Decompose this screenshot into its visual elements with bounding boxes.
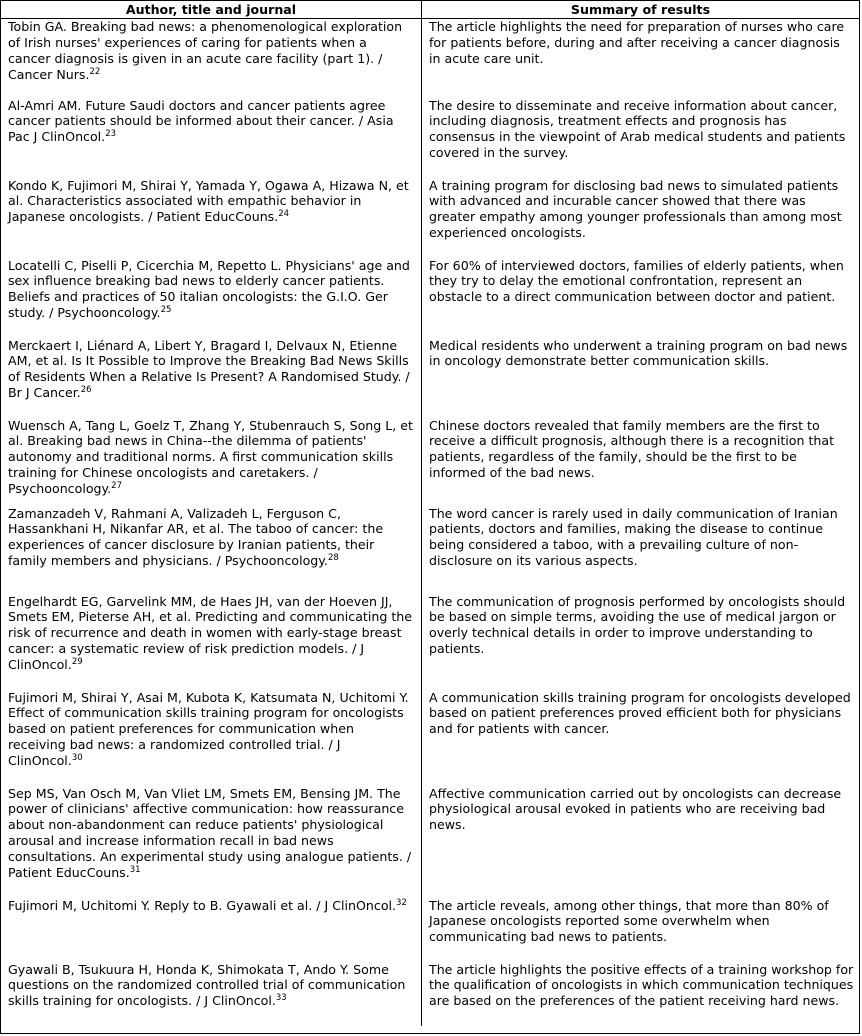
summary-cell: The communication of prognosis performed by oncologists should be based on simple terms, avoiding the use of medical jargon or overly technical details in order to improve understanding to patients. bbox=[429, 593, 846, 657]
citation-number: 32 bbox=[396, 897, 407, 908]
reference-text: Merckaert I, Liénard A, Libert Y, Bragard I, Delvaux N, Etienne AM, et al. Is It Possible to Improve the Breaking Bad News Skills of Residents When a Relative Is Present? A Randomised Study. / Br J Cancer. bbox=[8, 337, 410, 401]
table-row bbox=[1, 594, 859, 690]
reference-cell bbox=[1, 690, 422, 786]
reference-cell bbox=[1, 898, 422, 962]
table-row bbox=[1, 258, 859, 338]
summary-cell: Chinese doctors revealed that family members are the first to receive a difficult prognosis, although there is a recognition that patients, regardless of the family, should be the first to be informed of the bad news. bbox=[429, 417, 835, 481]
table-row bbox=[1, 338, 859, 418]
citation-number: 26 bbox=[80, 385, 92, 396]
reference-cell bbox=[1, 418, 422, 506]
summary-cell: The article highlights the positive effects of a training workshop for the qualification of oncologists in which communication techniques are based on the preferences of the patient receiving hard news. bbox=[429, 961, 854, 1009]
reference-text: Fujimori M, Shirai Y, Asai M, Kubota K, Katsumata N, Uchitomi Y. Effect of communication skills training program for oncologists based on patient preferences for communication when receiving bad news: a randomized controlled trial. / J ClinOncol. bbox=[8, 689, 409, 769]
summary-cell: The desire to disseminate and receive information about cancer, including diagnosis, treatment effects and prognosis has consensus in the viewpoint of Arab medical students and patients covered in the survey. bbox=[429, 97, 846, 161]
table-row bbox=[1, 786, 859, 898]
table-row bbox=[1, 690, 859, 786]
reference-cell bbox=[1, 506, 422, 594]
column-header-summary: Summary of results bbox=[422, 1, 860, 19]
table-row bbox=[1, 506, 859, 594]
summary-cell: The word cancer is rarely used in daily communication of Iranian patients, doctors and families, making the disease to continue being considered a taboo, with a prevailing culture of non-disclosure on its various aspects. bbox=[429, 505, 838, 569]
citation-number: 30 bbox=[71, 753, 83, 764]
citation-number: 33 bbox=[275, 993, 287, 1004]
table-row bbox=[1, 178, 859, 258]
citation-number: 29 bbox=[71, 657, 83, 668]
summary-cell: Affective communication carried out by oncologists can decrease physiological arousal evoked in patients who are receiving bad news. bbox=[429, 785, 842, 833]
reference-text: Tobin GA. Breaking bad news: a phenomenological exploration of Irish nurses' experiences of caring for patients when a cancer diagnosis is given in an acute care facility (part 1). / Cancer Nurs. bbox=[8, 19, 403, 82]
reference-cell bbox=[1, 594, 422, 690]
reference-cell bbox=[1, 178, 422, 258]
reference-text: Wuensch A, Tang L, Goelz T, Zhang Y, Stubenrauch S, Song L, et al. Breaking bad news in China--the dilemma of patients' autonomy and traditional norms. A first communication skills training for Chinese oncologists and caretakers. / Psychooncology. bbox=[8, 417, 413, 497]
reference-cell bbox=[1, 786, 422, 898]
summary-cell: For 60% of interviewed doctors, families of elderly patients, when they try to delay the emotional confrontation, represent an obstacle to a direct communication between doctor and patient. bbox=[429, 257, 844, 305]
reference-text: Al-Amri AM. Future Saudi doctors and cancer patients agree cancer patients should be informed about their cancer. / Asia Pac J ClinOncol. bbox=[8, 97, 394, 145]
reference-text: Zamanzadeh V, Rahmani A, Valizadeh L, Ferguson C, Hassankhani H, Nikanfar AR, et al. The taboo of cancer: the experiences of cancer disclosure by Iranian patients, their family members and physicians. / Psychooncology. bbox=[8, 505, 384, 569]
column-header-author: Author, title and journal bbox=[1, 1, 422, 19]
table-row bbox=[1, 962, 859, 1026]
results-table bbox=[1, 1, 859, 1026]
citation-number: 25 bbox=[160, 305, 172, 316]
citation-number: 31 bbox=[129, 865, 141, 876]
citation-number: 27 bbox=[111, 481, 122, 492]
citation-number: 22 bbox=[89, 66, 101, 77]
reference-text: Fujimori M, Uchitomi Y. Reply to B. Gyawali et al. / J ClinOncol. bbox=[8, 897, 397, 913]
table-row bbox=[1, 19, 859, 98]
table-header-row bbox=[1, 1, 859, 19]
citation-number: 24 bbox=[278, 209, 290, 220]
summary-cell: The article highlights the need for preparation of nurses who care for patients before, during and after receiving a cancer diagnosis in acute care unit. bbox=[429, 19, 845, 66]
reference-cell bbox=[1, 258, 422, 338]
reference-text: Engelhardt EG, Garvelink MM, de Haes JH, van der Hoeven JJ, Smets EM, Pieterse AH, et al. Predicting and communicating the risk of recurrence and death in women with early-stage breast cancer: a systematic review of risk prediction models. / J ClinOncol. bbox=[8, 593, 412, 673]
summary-cell: The article reveals, among other things, that more than 80% of Japanese oncologists reported some overwhelm when communicating bad news to patients. bbox=[429, 897, 829, 945]
reference-cell bbox=[1, 19, 422, 98]
summary-cell: A communication skills training program for oncologists developed based on patient preferences proved efficient both for physicians and for patients with cancer. bbox=[429, 689, 851, 737]
reference-text: Sep MS, Van Osch M, Van Vliet LM, Smets EM, Bensing JM. The power of clinicians' affective communication: how reassurance about non-abandonment can reduce patients' physiological arousal and increase information recall in bad news consultations. An experimental study using analogue patients. / Patient EducCouns. bbox=[8, 785, 412, 881]
citation-number: 28 bbox=[327, 553, 339, 564]
reference-cell bbox=[1, 98, 422, 178]
citation-number: 23 bbox=[105, 129, 117, 140]
reference-text: Kondo K, Fujimori M, Shirai Y, Yamada Y, Ogawa A, Hizawa N, et al. Characteristics associated with empathic behavior in Japanese oncologists. / Patient EducCouns. bbox=[8, 177, 409, 225]
summary-cell: A training program for disclosing bad news to simulated patients with advanced and incurable cancer showed that there was greater empathy among younger professionals than among most experienced oncologists. bbox=[429, 177, 842, 241]
summary-cell: Medical residents who underwent a training program on bad news in oncology demonstrate better communication skills. bbox=[429, 337, 848, 369]
reference-text: Gyawali B, Tsukuura H, Honda K, Shimokata T, Ando Y. Some questions on the randomized controlled trial of communication skills training for oncologists. / J ClinOncol. bbox=[8, 961, 406, 1009]
reference-text: Locatelli C, Piselli P, Cicerchia M, Repetto L. Physicians' age and sex influence breaking bad news to elderly cancer patients. Beliefs and practices of 50 italian oncologists: the G.I.O. Ger study. / Psychooncology. bbox=[8, 257, 410, 321]
table-row bbox=[1, 898, 859, 962]
reference-cell bbox=[1, 338, 422, 418]
reference-cell bbox=[1, 962, 422, 1026]
table-row bbox=[1, 98, 859, 178]
table-row bbox=[1, 418, 859, 506]
